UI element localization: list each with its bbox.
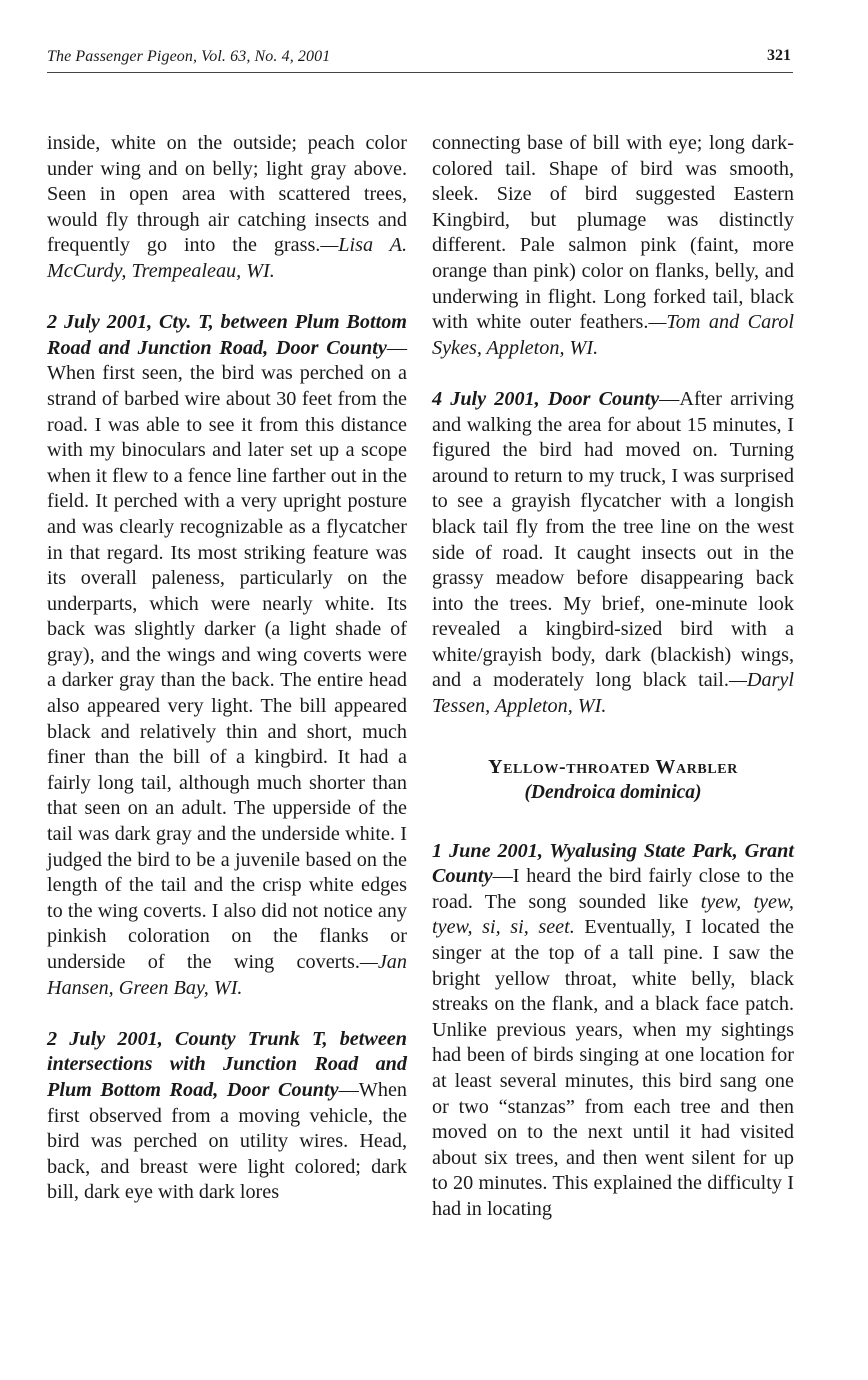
report-text: —After arriving and walking the area for about 15 minutes, I figured the bird had moved on. Turning around to return to my truck, I was surprised to see a grayish flycatcher with a longish black tail fly from the tree line on the west side of road. It caught insects out in the grassy meadow before disappearing back into the trees. My brief, one-minute look revealed a kingbird-sized bird with a white/grayish body, dark (blackish) wings, and a moderately long black tail. xyxy=(432,387,794,692)
report-text: Eventually, I located the singer at the top of a tall pine. I saw the bright yellow throat, white belly, black streaks on the flank, and a black face patch. Unlike previous years, when my sightings had been of birds singing at one location for at least several minutes, this bird sang one or two “stanzas” from each tree and then moved on to the next until it had visited about six trees, and then went silent for up to 20 minutes. This explained the difficulty I had in locating xyxy=(432,916,795,1220)
sighting-heading: 2 July 2001, Cty. T, between Plum Bottom Road and Junction Road, Door County xyxy=(47,311,407,359)
right-column xyxy=(432,131,794,1223)
report-text: connecting base of bill with eye; long dark-colored tail. Shape of bird was smooth, sleek. Size of bird suggested Eastern Kingbird, but plumage was distinctly different. Pale salmon pink (faint, more orange than pink) color on flanks, belly, and underwing in flight. Long forked tail, black with white outer feathers. xyxy=(432,132,794,334)
sighting-paragraph xyxy=(47,131,407,285)
report-text: —When first observed from a moving vehicle, the bird was perched on utility wires. Head, back, and breast were light colored; dark bill, dark eye with dark lores xyxy=(47,1078,407,1204)
left-column xyxy=(47,131,407,1206)
report-text: —When first seen, the bird was perched on a strand of barbed wire about 30 feet from the road. I was able to see it from this distance with my binoculars and later set up a scope when it flew to a fence line farther out in the field. It perched with a very upright posture and was clearly recognizable as a flycatcher in that regard. Its most striking feature was its overall paleness, particularly on the underparts, which were nearly white. Its back was slightly darker (a light shade of gray), and the wings and wing coverts were a darker gray than the back. The entire head also appeared very light. The bill appeared black and relatively thin and short, much finer than the bill of a kingbird. It had a fairly long tail, although much shorter than that seen on an adult. The upperside of the tail was dark gray and the underside white. I judged the bird to be a juvenile based on the length of the tail and the crisp white edges to the wing coverts. I also did not notice any pinkish coloration on the flanks or underside of the wing coverts. xyxy=(47,336,407,973)
journal-citation: The Passenger Pigeon, Vol. 63, No. 4, 2001 xyxy=(47,48,331,65)
sighting-heading: 1 June 2001, Wyalusing State Park, Grant County xyxy=(432,839,794,888)
sighting-paragraph xyxy=(432,387,794,720)
song-transcription: tyew, tyew, tyew, si, si, seet. xyxy=(432,890,794,939)
page-number: 321 xyxy=(767,47,791,64)
observer-signature: —Jan Hansen, Green Bay, WI. xyxy=(47,951,407,999)
sighting-paragraph xyxy=(432,839,794,1223)
report-text: —I heard the bird fairly close to the road. The song sounded like xyxy=(432,865,794,913)
observer-signature: —Tom and Carol Sykes, Appleton, WI. xyxy=(432,311,794,359)
sighting-paragraph xyxy=(47,1027,407,1206)
sighting-heading: 2 July 2001, County Trunk T, between intersections with Junction Road and Plum Bottom Road, Door County xyxy=(47,1027,407,1101)
species-common-name: Yellow-throated Warbler xyxy=(488,755,738,778)
sighting-heading: 4 July 2001, Door County xyxy=(432,387,660,410)
sighting-paragraph xyxy=(47,310,407,1001)
running-header xyxy=(47,48,793,73)
observer-signature: —Lisa A. McCurdy, Trempealeau, WI. xyxy=(47,234,408,282)
observer-signature: —Daryl Tessen, Appleton, WI. xyxy=(432,669,794,718)
sighting-paragraph xyxy=(432,131,794,361)
report-text: inside, white on the outside; peach color under wing and on belly; light gray above. Seen in open area with scattered trees, would fly through air catching insects and frequently go into the grass. xyxy=(47,132,407,257)
species-scientific-name: (Dendroica dominica) xyxy=(524,781,702,803)
species-heading xyxy=(432,754,794,806)
